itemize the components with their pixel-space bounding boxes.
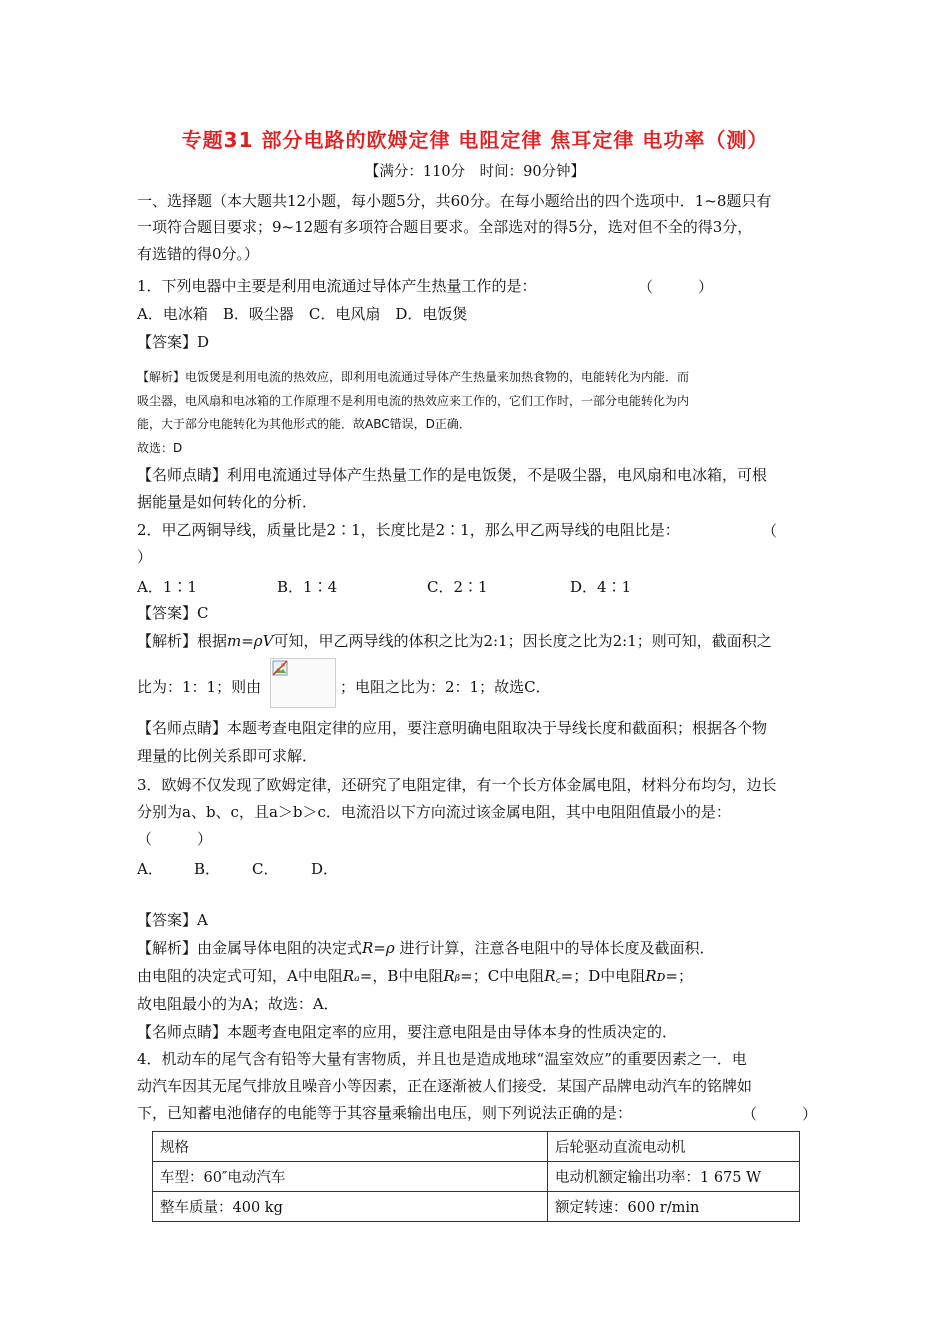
q2-option-b: B．1∶4 (277, 578, 338, 596)
q2-exp2-suffix: ；电阻之比为：2：1；故选C． (340, 678, 551, 696)
q2-tip-line2: 理量的比例关系即可求解． (137, 747, 318, 765)
table-cell: 额定转速：600 r/min (548, 1192, 800, 1222)
q2-blank-close: ） (137, 548, 153, 566)
q3-explanation-line1 (137, 938, 817, 958)
q4-stem-line3: 下，已知蓄电池储存的电能等于其容量乘输出电压，则下列说法正确的是： (137, 1104, 633, 1122)
table-row (153, 1162, 800, 1192)
q1-stem (137, 276, 817, 296)
q2-exp1-prefix: 【解析】根据 (137, 632, 228, 650)
table-row (153, 1192, 800, 1222)
section-instructions-line2: 一项符合题目要求；9~12题有多项符合题目要求。全部选对的得5分，选对但不全的得3分， (137, 218, 753, 236)
q3-stem-line2: 分别为a、b、c，且a＞b＞c．电流沿以下方向流过该金属电阻，其中电阻阻值最小的是： (137, 803, 731, 821)
vehicle-spec-table (152, 1131, 800, 1222)
q3-exp2-d: ；D中电阻 (573, 967, 646, 985)
q2-exp1-suffix: 可知，甲乙两导线的体积之比为2:1；因长度之比为2:1；则可知，截面积之 (273, 632, 772, 650)
section-instructions-line3: 有选错的得0分。） (137, 245, 260, 263)
q3-stem-line1: 3．欧姆不仅发现了欧姆定律，还研究了电阻定律，有一个长方体金属电阻，材料分布均匀，边长 (137, 776, 777, 794)
q3-exp2-a: 由电阻的决定式可知，A中电阻 (137, 967, 343, 985)
q4-stem-line1: 4．机动车的尾气含有铅等大量有害物质，并且也是造成地球“温室效应”的重要因素之一．电 (137, 1050, 747, 1068)
q3-exp2-ra: Rₐ= (342, 967, 373, 985)
q1-tip-line1: 【名师点睛】利用电流通过导体产生热量工作的是电饭煲，不是吸尘器，电风扇和电冰箱，可根 (137, 466, 768, 484)
q2-exp2-prefix: 比为：1：1；则由 (137, 678, 262, 696)
q3-exp2-rd: Rᴅ= (645, 967, 678, 985)
q1-explanation-line4: 故选：D (137, 441, 183, 455)
q2-option-a: A．1∶1 (137, 578, 197, 596)
q4-answer-blank: （ ） (742, 1105, 818, 1123)
table-cell: 车型：60″电动汽车 (153, 1162, 548, 1192)
table-cell: 规格 (153, 1132, 548, 1162)
q3-answer-blank: （ ） (137, 830, 213, 848)
q3-option-c: C． (252, 860, 279, 878)
q3-option-b: B． (194, 860, 221, 878)
table-row (153, 1132, 800, 1162)
exam-meta: 【满分：110分 时间：90分钟】 (364, 164, 586, 180)
formula-image-placeholder (270, 658, 336, 708)
q3-exp2-e: ； (677, 967, 693, 985)
q3-tip: 【名师点睛】本题考查电阻定率的应用，要注意电阻是由导体本身的性质决定的． (137, 1023, 678, 1041)
q3-exp2-rc: R꜀= (544, 967, 574, 985)
broken-image-icon (272, 660, 288, 676)
q3-exp1-suffix: 进行计算，注意各电阻中的导体长度及截面积． (399, 939, 715, 957)
q2-explanation-line1 (137, 631, 817, 651)
q1-answer-blank: （ ） (638, 278, 714, 296)
q1-stem-text: 1．下列电器中主要是利用电流通过导体产生热量工作的是： (137, 277, 537, 295)
q3-option-a: A． (137, 860, 163, 878)
table-cell: 整车质量：400 kg (153, 1192, 548, 1222)
table-cell: 电动机额定输出功率：1 675 W (548, 1162, 800, 1192)
table-cell: 后轮驱动直流电动机 (548, 1132, 800, 1162)
q3-exp1-prefix: 【解析】由金属导体电阻的决定式 (137, 939, 363, 957)
q3-answer: 【答案】A (137, 911, 208, 929)
section-instructions-line1: 一、选择题（本大题共12小题，每小题5分，共60分。在每小题给出的四个选项中．1~8题只有 (137, 192, 772, 210)
q1-explanation-line3: 能，大于部分电能转化为其他形式的能．故ABC错误，D正确． (137, 417, 471, 431)
q1-tip-line2: 据能量是如何转化的分析． (137, 493, 318, 511)
q3-option-d: D． (311, 860, 339, 878)
q2-answer: 【答案】C (137, 604, 209, 622)
q3-exp2-b: ，B中电阻 (372, 967, 444, 985)
q1-explanation-line2: 吸尘器，电风扇和电冰箱的工作原理不是利用电流的热效应来工作的，它们工作时，一部分电能转化为内 (137, 394, 690, 408)
q4-stem-line2: 动汽车因其无尾气排放且噪音小等因素，正在逐渐被人们接受．某国产品牌电动汽车的铭牌如 (137, 1077, 753, 1095)
q3-explanation-line3: 故电阻最小的为A；故选：A． (137, 995, 339, 1013)
q1-options: A．电冰箱 B．吸尘器 C．电风扇 D．电饭煲 (137, 305, 468, 323)
q2-tip-line1: 【名师点睛】本题考查电阻定律的应用，要注意明确电阻取决于导线长度和截面积；根据各个物 (137, 719, 768, 737)
q2-option-c: C．2∶1 (427, 578, 488, 596)
q2-stem: 2．甲乙两铜导线，质量比是2∶1，长度比是2∶1，那么甲乙两导线的电阻比是： (137, 521, 680, 539)
page-title: 专题31 部分电路的欧姆定律 电阻定律 焦耳定律 电功率（测） (181, 128, 769, 152)
q2-blank-open: （ (762, 522, 778, 540)
q1-explanation-line1: 【解析】电饭煲是利用电流的热效应，即利用电流通过导体产生热量来加热食物的，电能转化为内能．而 (137, 370, 690, 384)
q3-exp2-rb: Rᵦ= (443, 967, 473, 985)
q2-exp1-formula: m=ρV (227, 632, 274, 650)
q2-option-d: D．4∶1 (570, 578, 632, 596)
q3-exp1-formula: R=ρ (362, 939, 395, 957)
q3-explanation-line2 (137, 966, 817, 986)
q3-exp2-c: ；C中电阻 (472, 967, 545, 985)
q1-answer: 【答案】D (137, 333, 210, 351)
